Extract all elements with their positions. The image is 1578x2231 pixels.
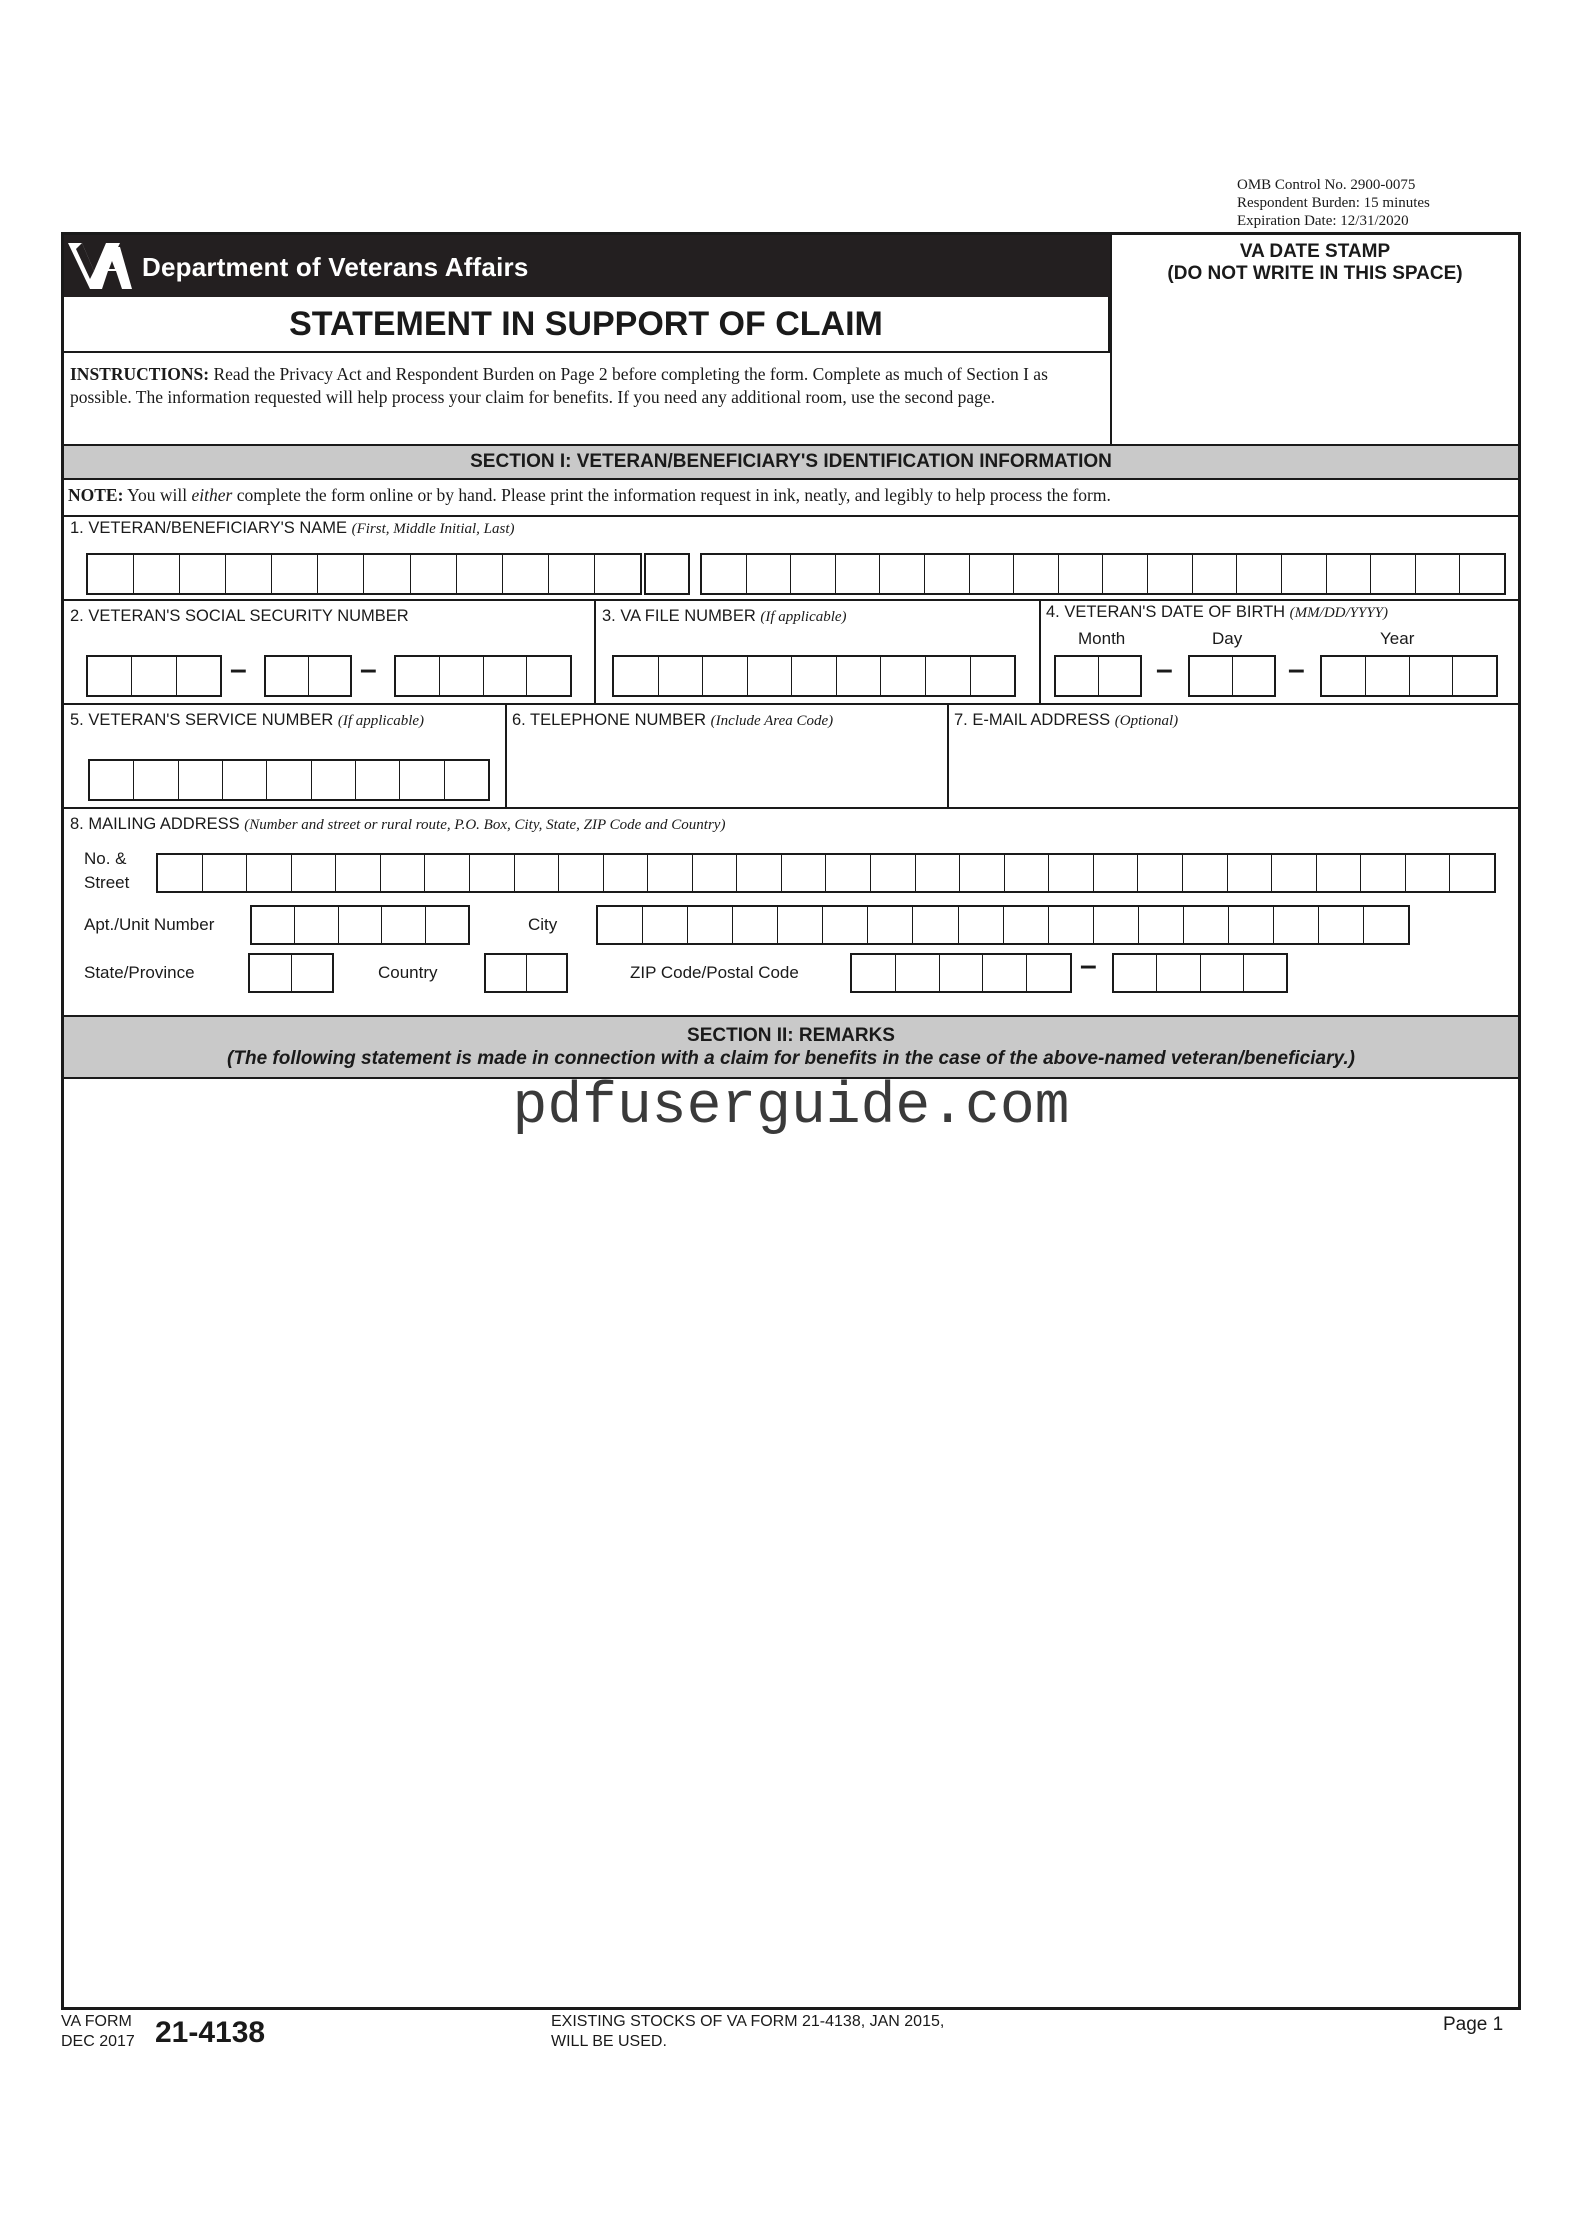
section-2-subtitle: (The following statement is made in connection with a claim for benefits in the case of the above-named veteran/beneficiary.) [227,1048,1355,1069]
field-5-label: 5. VETERAN'S SERVICE NUMBER (If applicable) [70,711,425,729]
ssn-dash-1: – [230,653,247,686]
ssn-part-1-input[interactable] [86,655,222,697]
field-6-label: 6. TELEPHONE NUMBER (Include Area Code) [512,711,834,729]
section-1-note [68,485,1111,506]
note-emphasis: either [191,485,233,505]
ssn-part-2-input[interactable] [264,655,352,697]
omb-control: OMB Control No. 2900-0075 [1237,177,1416,193]
instructions-label: INSTRUCTIONS: [70,364,210,384]
field-7-label: 7. E-MAIL ADDRESS (Optional) [954,711,1179,729]
dob-year-label: Year [1380,629,1415,648]
divider [505,703,507,807]
apt-input[interactable] [250,905,470,945]
field-1-label: 1. VETERAN/BENEFICIARY'S NAME (First, Middle Initial, Last) [70,519,515,537]
divider [64,807,1518,809]
section-1-header: SECTION I: VETERAN/BENEFICIARY'S IDENTIFICATION INFORMATION [64,444,1518,480]
field-4-label: 4. VETERAN'S DATE OF BIRTH (MM/DD/YYYY) [1046,603,1389,621]
street-label-b: Street [84,873,130,892]
note-text-b: complete the form online or by hand. Please print the information request in ink, neatly, and legibly to help process the form. [232,485,1111,505]
zip-dash: – [1080,949,1097,982]
divider [594,599,596,703]
note-text-a: You will [123,485,192,505]
field-3-label: 3. VA FILE NUMBER (If applicable) [602,607,847,625]
dob-dash-2: – [1288,653,1305,686]
telephone-input[interactable] [508,735,945,805]
state-input[interactable] [248,953,334,993]
dob-day-label: Day [1212,629,1243,648]
va-date-stamp-area [1110,235,1518,444]
omb-burden: Respondent Burden: 15 minutes [1237,195,1430,211]
footer-form-date: DEC 2017 [61,2033,135,2050]
footer-form-label: VA FORM [61,2013,132,2030]
omb-info [1237,176,1430,230]
footer-stock-line-1: EXISTING STOCKS OF VA FORM 21-4138, JAN 2015, [551,2013,945,2030]
form-title: STATEMENT IN SUPPORT OF CLAIM [64,297,1110,353]
section-2-header [64,1015,1518,1079]
street-input[interactable] [156,853,1496,893]
instructions [70,363,1100,409]
department-banner [64,235,1111,297]
footer-stock-line-2: WILL BE USED. [551,2033,667,2050]
city-input[interactable] [596,905,1410,945]
apt-label: Apt./Unit Number [84,915,215,934]
field-2-label: 2. VETERAN'S SOCIAL SECURITY NUMBER [70,607,409,625]
ssn-dash-2: – [360,653,377,686]
footer-page-number: Page 1 [1443,2014,1504,2035]
dob-month-label: Month [1078,629,1126,648]
remarks-input[interactable] [64,1081,1518,2007]
divider [64,703,1518,705]
veteran-first-name-input[interactable] [86,553,642,595]
city-label: City [528,915,558,934]
street-label-a: No. & [84,849,127,868]
dob-day-input[interactable] [1188,655,1276,697]
veteran-middle-initial-input[interactable] [644,553,690,595]
service-number-input[interactable] [88,759,490,801]
divider [64,515,1518,517]
country-input[interactable] [484,953,568,993]
department-name: Department of Veterans Affairs [142,252,529,282]
dob-month-input[interactable] [1054,655,1142,697]
divider [1039,599,1041,703]
ssn-part-3-input[interactable] [394,655,572,697]
date-stamp-title: VA DATE STAMP [1239,241,1391,262]
divider [947,703,949,807]
watermark: pdfuserguide.com [512,1075,1070,1140]
form-frame [61,232,1521,2010]
note-label: NOTE: [68,485,124,505]
zip-part-1-input[interactable] [850,953,1072,993]
email-input[interactable] [950,735,1516,805]
veteran-last-name-input[interactable] [700,553,1506,595]
dob-dash-1: – [1156,653,1173,686]
date-stamp-note: (DO NOT WRITE IN THIS SPACE) [1167,263,1463,284]
instructions-text: Read the Privacy Act and Respondent Burden on Page 2 before completing the form. Complete as much of Section I as possible. The information requested will help process your claim for benefits. If you need any additional room, use the second page. [70,364,1048,407]
footer-form-number: 21-4138 [155,2016,266,2049]
divider [64,599,1518,601]
section-2-title: SECTION II: REMARKS [687,1025,895,1046]
country-label: Country [378,963,438,982]
zip-part-2-input[interactable] [1112,953,1288,993]
state-label: State/Province [84,963,195,982]
field-8-label: 8. MAILING ADDRESS (Number and street or rural route, P.O. Box, City, State, ZIP Code and Country) [70,815,726,833]
dob-year-input[interactable] [1320,655,1498,697]
footer-form-id [61,2012,135,2052]
footer-stock-note [551,2012,944,2052]
va-file-number-input[interactable] [612,655,1016,697]
omb-expiration: Expiration Date: 12/31/2020 [1237,213,1409,229]
zip-label: ZIP Code/Postal Code [630,963,799,982]
va-seal-icon [68,241,132,291]
